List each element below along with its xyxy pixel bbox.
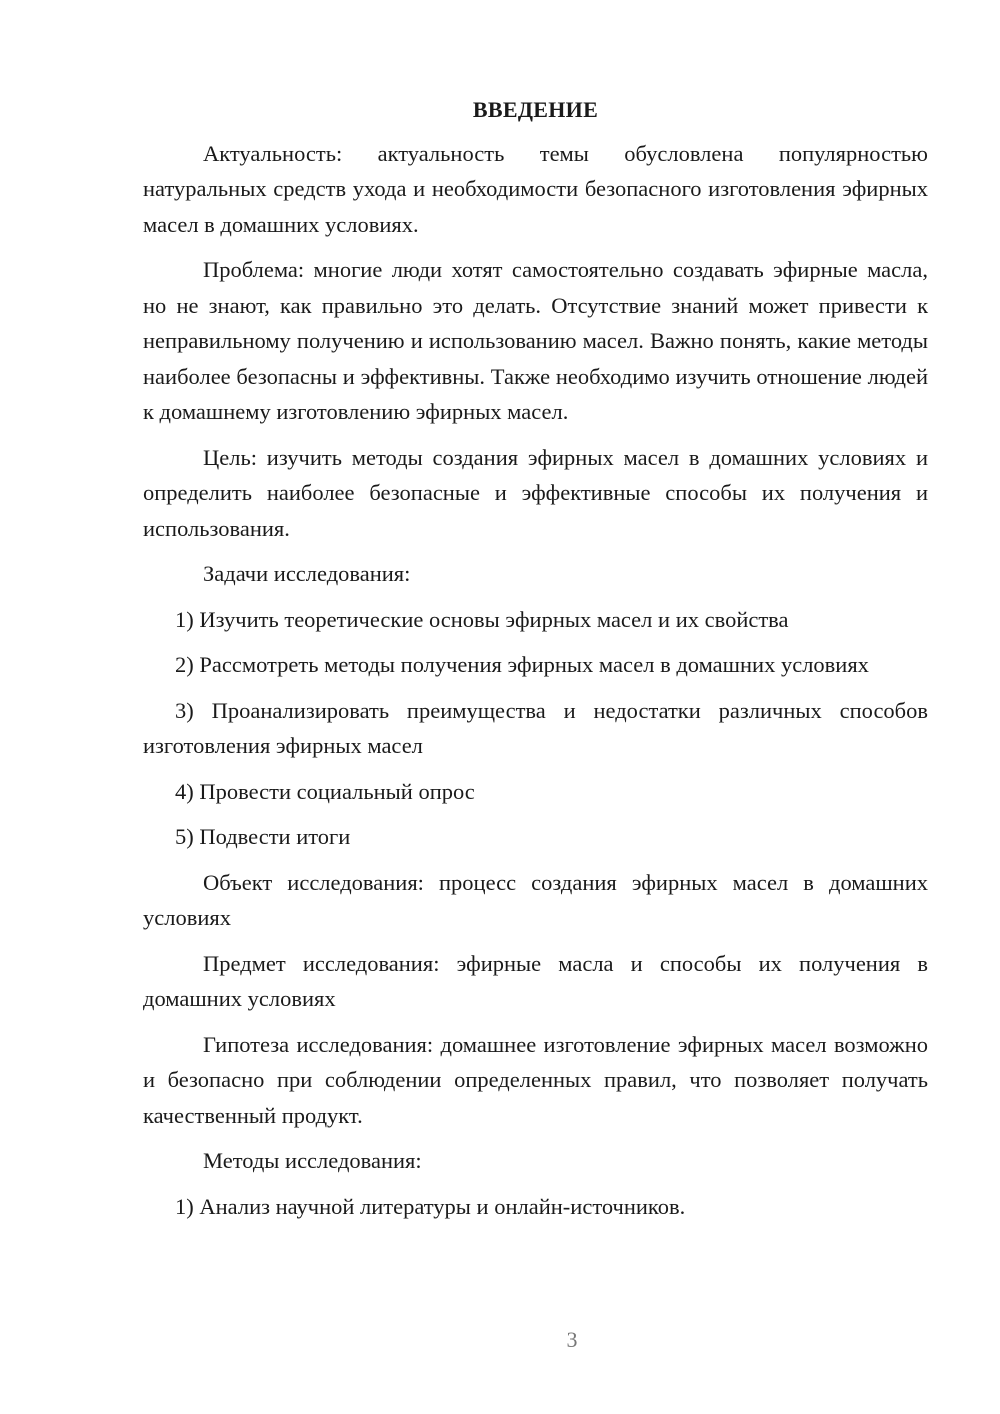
task-item: 2) Рассмотреть методы получения эфирных масел в домашних условиях [175, 652, 869, 677]
task-item: 3) Проанализировать преимущества и недостатки различных способов изготовления эфирных масел [143, 697, 928, 758]
subject-paragraph: Предмет исследования: эфирные масла и способы их получения в домашних условиях [143, 950, 928, 1011]
problem-paragraph: Проблема: многие люди хотят самостоятельно создавать эфирные масла, но не знают, как правильно это делать. Отсутствие знаний может привести к неправильному получению и использованию масел. Важно понять, какие методы наиболее безопасны и эффективны. Также необходимо изучить отношение людей к домашнему изготовлению эфирных масел. [143, 257, 928, 424]
section-heading: ВВЕДЕНИЕ [472, 97, 599, 122]
object-paragraph: Объект исследования: процесс создания эфирных масел в домашних условиях [143, 869, 928, 930]
task-item: 4) Провести социальный опрос [175, 778, 475, 804]
tasks-title: Задачи исследования: [203, 561, 411, 586]
methods-title: Методы исследования: [203, 1148, 422, 1173]
method-item: 1) Анализ научной литературы и онлайн-источников. [175, 1193, 686, 1219]
task-item: 1) Изучить теоретические основы эфирных масел и их свойства [175, 606, 789, 632]
page-body [143, 92, 928, 1234]
relevance-paragraph: Актуальность: актуальность темы обусловлена популярностью натуральных средств ухода и необходимости безопасного изготовления эфирных масел в домашних условиях. [143, 140, 928, 237]
hypothesis-paragraph: Гипотеза исследования: домашнее изготовление эфирных масел возможно и безопасно при соблюдении определенных правил, что позволяет получать качественный продукт. [143, 1031, 928, 1128]
goal-paragraph: Цель: изучить методы создания эфирных масел в домашних условиях и определить наиболее безопасные и эффективные способы их получения и использования. [143, 444, 928, 541]
task-item: 5) Подвести итоги [175, 824, 351, 849]
page-number: 3 [566, 1327, 578, 1352]
